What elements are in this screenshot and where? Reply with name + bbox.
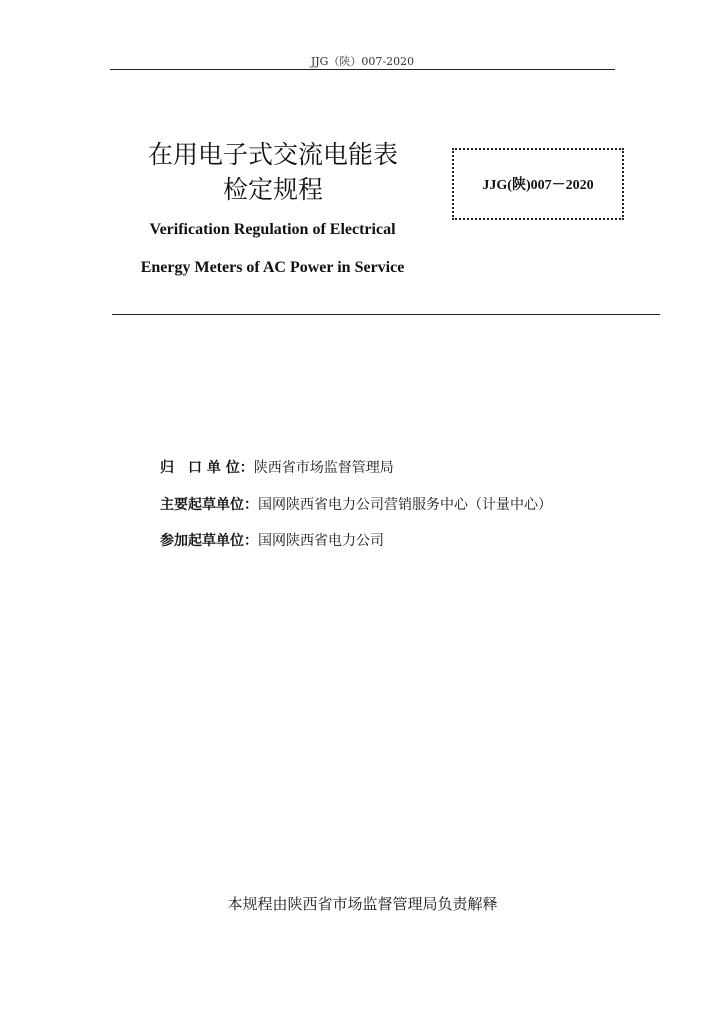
unit-label: 主要起草单位： — [160, 497, 258, 513]
title-en-line1: Verification Regulation of Electrical — [149, 221, 396, 238]
unit-row-main-drafter — [160, 494, 552, 514]
unit-value: 国网陕西省电力公司 — [258, 533, 384, 549]
running-header: JJG（陕）007-2020 — [310, 55, 415, 68]
title-en-line2: Energy Meters of AC Power in Service — [140, 259, 405, 276]
unit-label: 参加起草单位： — [160, 533, 258, 549]
unit-row-participating-drafter — [160, 530, 384, 550]
title-cn-line2: 检定规程 — [222, 175, 323, 204]
unit-value: 陕西省市场监督管理局 — [253, 460, 394, 476]
footer-note: 本规程由陕西省市场监督管理局负责解释 — [227, 895, 498, 913]
title-rule — [112, 314, 660, 315]
unit-value: 国网陕西省电力公司营销服务中心（计量中心） — [258, 497, 552, 513]
unit-label: 归 口 单 位： — [160, 460, 254, 476]
title-cn-line1: 在用电子式交流电能表 — [147, 140, 398, 169]
standard-code: JJG(陕)007－2020 — [482, 178, 594, 193]
header-rule — [110, 69, 615, 70]
unit-row-responsible — [160, 457, 394, 477]
